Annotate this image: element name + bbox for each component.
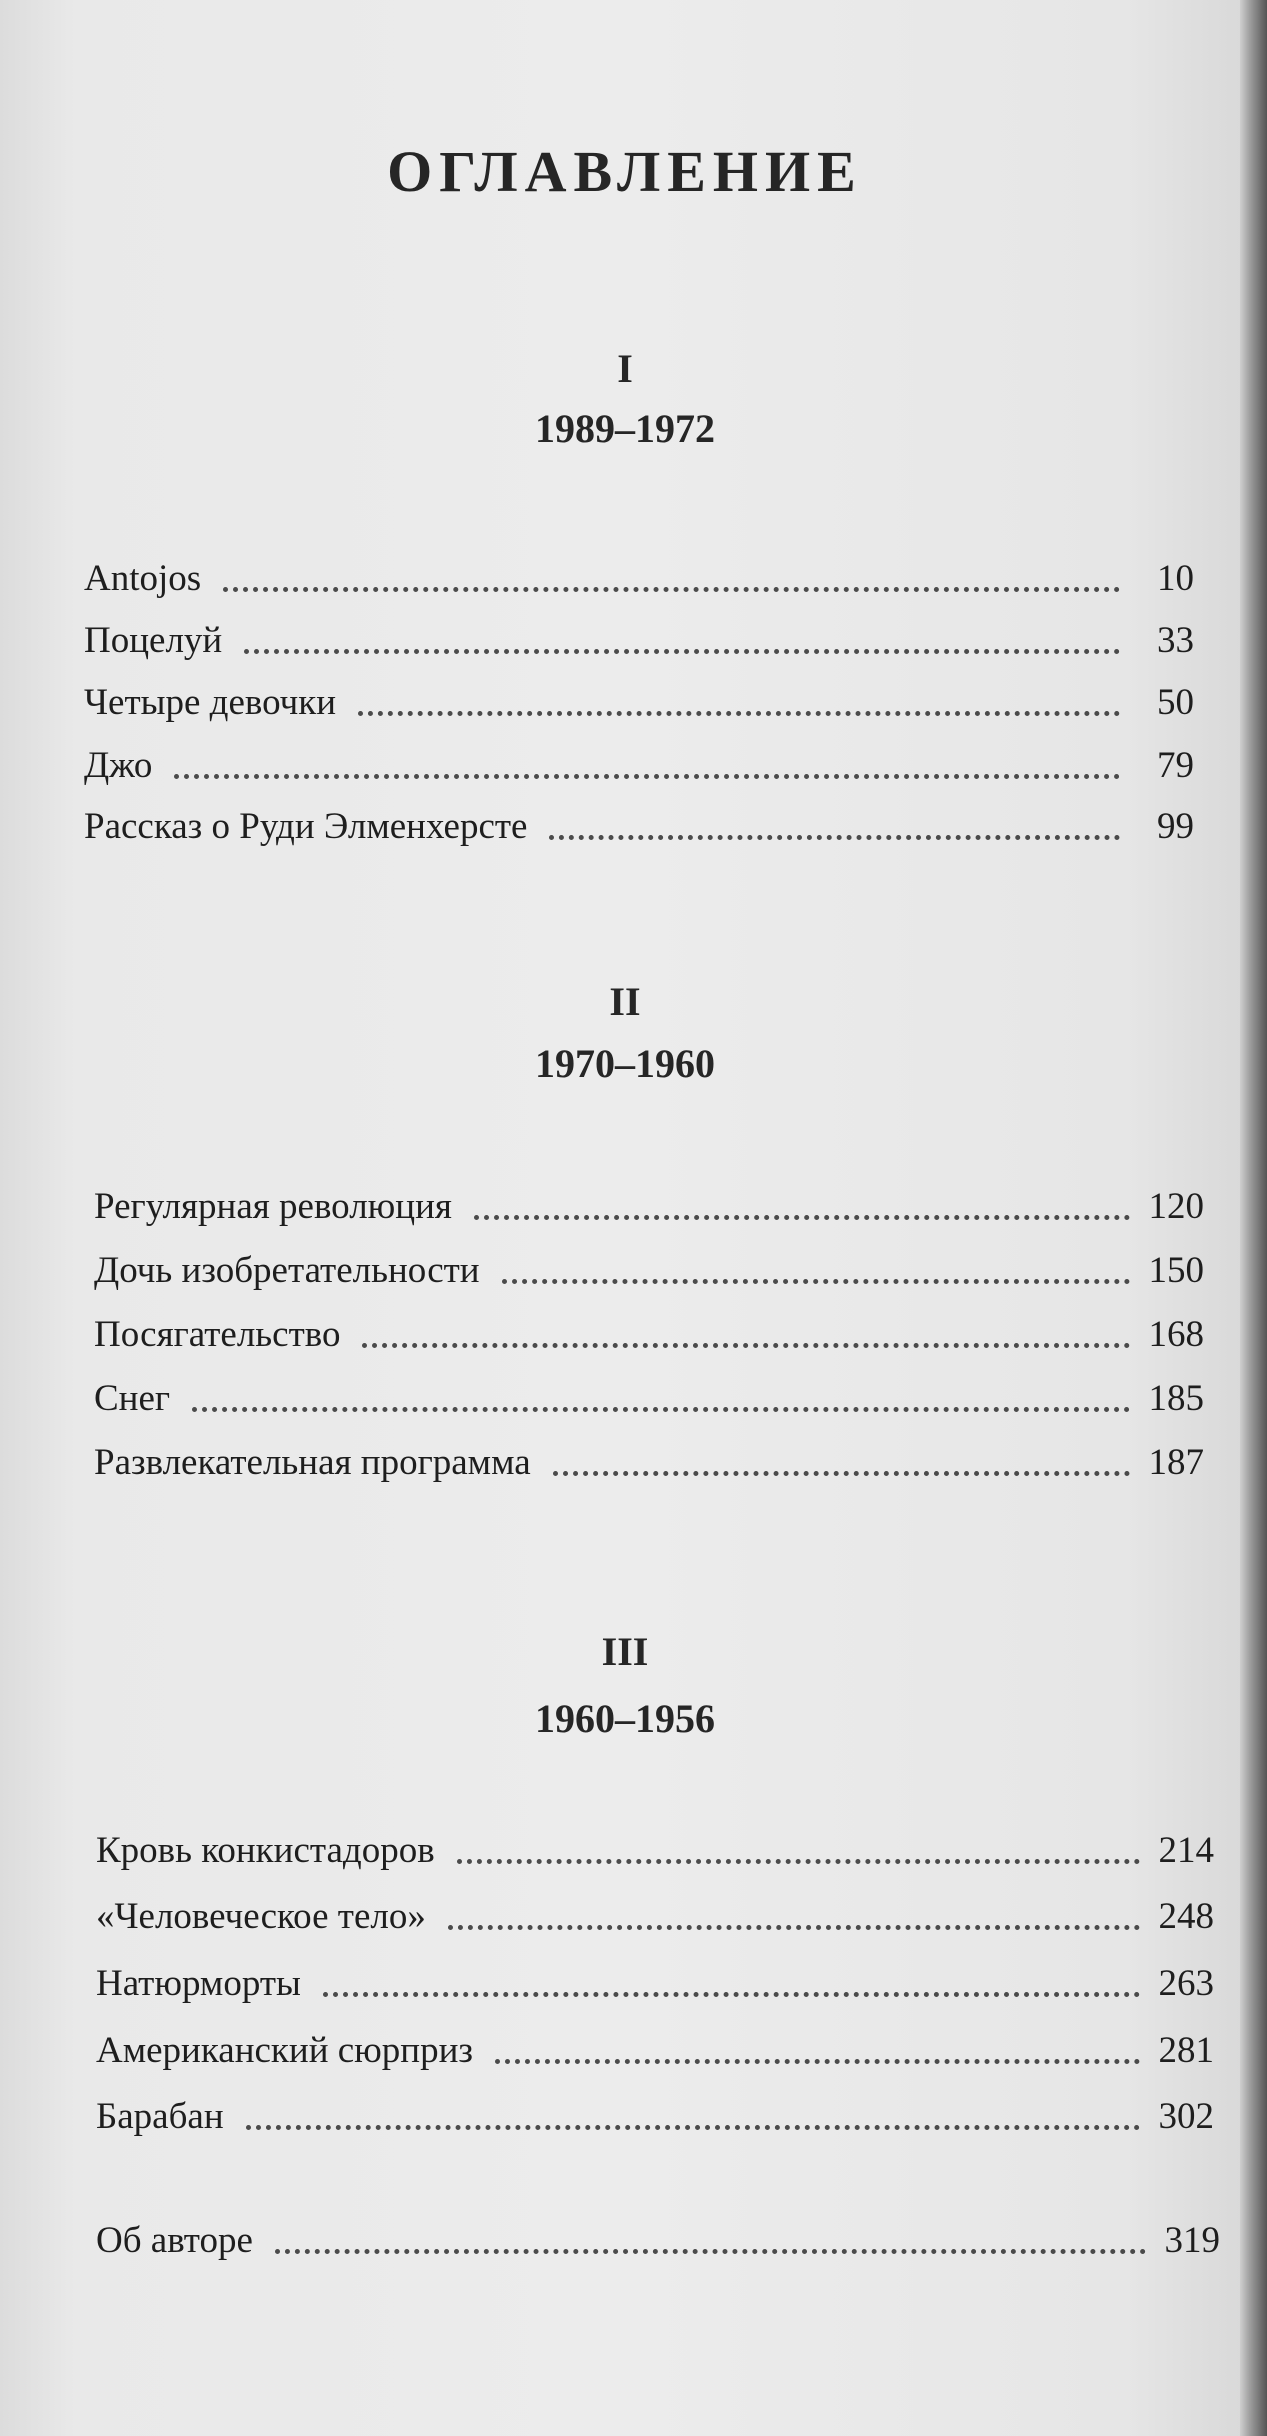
toc-entry-title: Натюрморты [96,1963,301,2004]
toc-entry-title: Барабан [96,2096,224,2137]
section-1-years: 1989–1972 [535,406,715,451]
toc-entry-title: Посягательство [94,1314,341,1355]
leader-dots [244,649,1120,654]
toc-entry[interactable] [96,1822,1214,1874]
toc-entry-title: Antojos [84,558,202,599]
section-1-number: I [617,346,633,391]
toc-entry-page: 50 [1157,682,1194,723]
toc-entry-page: 10 [1157,558,1194,599]
toc-entry[interactable] [84,798,1194,850]
toc-entry[interactable] [96,2022,1214,2074]
toc-entry-page: 302 [1158,2096,1214,2137]
toc-entry[interactable] [96,1955,1214,2007]
toc-entry[interactable] [96,1888,1214,1940]
section-2-number: II [609,979,641,1024]
leader-dots [323,1992,1140,1997]
leader-dots [275,2249,1146,2254]
toc-entry[interactable] [94,1178,1204,1230]
toc-entry-page: 263 [1158,1963,1214,2004]
toc-entry-page: 150 [1148,1250,1204,1291]
toc-entry-page: 120 [1148,1186,1204,1227]
toc-entry-title: Джо [84,745,153,786]
leader-dots [174,774,1120,779]
toc-entry-title: Дочь изобретательности [94,1250,480,1291]
leader-dots [495,2059,1140,2064]
toc-entry-title: Регулярная революция [94,1186,452,1227]
toc-entry-page: 185 [1148,1378,1204,1419]
toc-entry-page: 79 [1157,745,1194,786]
leader-dots [553,1471,1130,1476]
toc-entry-page: 214 [1158,1830,1214,1871]
toc-entry-title: «Человеческое тело» [96,1896,426,1937]
toc-entry-page: 281 [1158,2030,1214,2071]
leader-dots [448,1925,1140,1930]
toc-entry-page: 33 [1157,620,1194,661]
toc-entry[interactable] [84,674,1194,726]
leader-dots [192,1407,1130,1412]
toc-entry[interactable] [94,1242,1204,1294]
toc-entry-title: Развлекательная программа [94,1442,531,1483]
leader-dots [246,2125,1140,2130]
section-3-years: 1960–1956 [535,1696,715,1741]
leader-dots [549,835,1120,840]
toc-entry-page: 168 [1148,1314,1204,1355]
toc-entry[interactable] [84,550,1194,602]
toc-entry[interactable] [94,1306,1204,1358]
toc-entry-title: Об авторе [96,2220,253,2261]
toc-entry-page: 99 [1157,806,1194,847]
toc-entry-title: Поцелуй [84,620,223,661]
section-3-number: III [601,1629,649,1674]
section-2-years: 1970–1960 [535,1041,715,1086]
leader-dots [457,1859,1140,1864]
toc-entry-page: 248 [1158,1896,1214,1937]
toc-entry[interactable] [96,2088,1214,2140]
toc-entry[interactable] [84,737,1194,789]
toc-entry-page: 187 [1148,1442,1204,1483]
leader-dots [223,587,1120,592]
leader-dots [502,1279,1130,1284]
toc-entry-title: Американский сюрприз [96,2030,474,2071]
leader-dots [362,1343,1130,1348]
toc-entry-title: Четыре девочки [84,682,337,723]
toc-entry-title: Кровь конкистадоров [96,1830,435,1871]
page-title: ОГЛАВЛЕНИЕ [387,139,863,204]
toc-entry[interactable] [94,1370,1204,1422]
toc-entry-about-author[interactable] [96,2212,1220,2264]
leader-dots [358,711,1120,716]
toc-entry[interactable] [94,1434,1204,1486]
toc-entry-title: Снег [94,1378,171,1419]
leader-dots [474,1215,1130,1220]
toc-entry[interactable] [84,612,1194,664]
toc-entry-page: 319 [1164,2220,1220,2261]
toc-entry-title: Рассказ о Руди Элменхерсте [84,806,528,847]
